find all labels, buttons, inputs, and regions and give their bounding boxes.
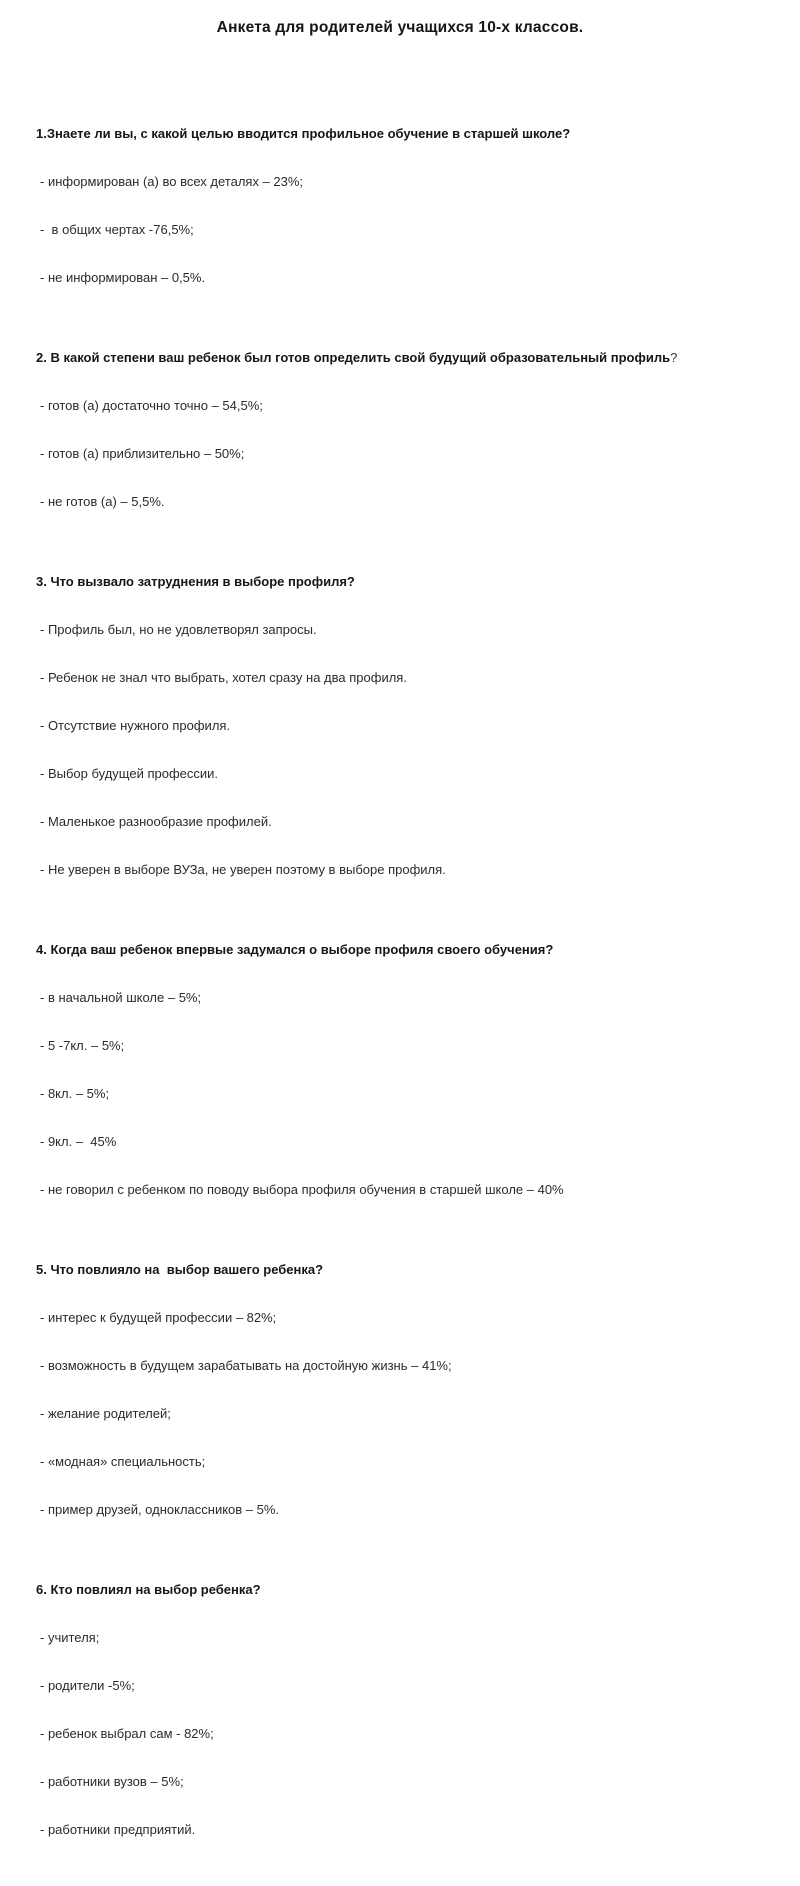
question-1 (36, 126, 772, 142)
question-2-text: 2. В какой степени ваш ребенок был готов определить свой будущий образовательный профиль (36, 350, 671, 365)
answer-item: - 9кл. – 45% (40, 1134, 117, 1149)
answer-item: - не говорил с ребенком по поводу выбора профиля обучения в старшей школе – 40% (40, 1182, 564, 1197)
question-2-suffix: ? (670, 350, 678, 365)
answer-item: - Маленькое разнообразие профилей. (40, 814, 272, 829)
questionnaire-content (36, 62, 772, 1886)
answer-item: - Выбор будущей профессии. (40, 766, 219, 781)
question-5 (36, 1262, 772, 1278)
answer-item: - учителя; (40, 1630, 100, 1645)
answer-item: - 8кл. – 5%; (40, 1086, 110, 1101)
answer-item: - Не уверен в выборе ВУЗа, не уверен поэтому в выборе профиля. (40, 862, 446, 877)
answer-item: - ребенок выбрал сам - 82%; (40, 1726, 214, 1741)
answer-item: - не готов (а) – 5,5%. (40, 494, 165, 509)
question-4-text: 4. Когда ваш ребенок впервые задумался о выборе профиля своего обучения? (36, 942, 554, 957)
answer-item: - в начальной школе – 5%; (40, 990, 202, 1005)
answer-item: - «модная» специальность; (40, 1454, 206, 1469)
question-3-text: 3. Что вызвало затруднения в выборе профиля? (36, 574, 355, 589)
answer-item: - готов (а) достаточно точно – 54,5%; (40, 398, 263, 413)
question-1-text: 1.Знаете ли вы, с какой целью вводится профильное обучение в старшей школе? (36, 126, 571, 141)
answer-item: - работники вузов – 5%; (40, 1774, 184, 1789)
question-6-text: 6. Кто повлиял на выбор ребенка? (36, 1582, 261, 1597)
answer-item: - в общих чертах -76,5%; (40, 222, 194, 237)
answer-item: - информирован (а) во всех деталях – 23%; (40, 174, 304, 189)
page-title: Анкета для родителей учащихся 10-х классов. (216, 19, 584, 36)
answer-item: - родители -5%; (40, 1678, 135, 1693)
question-2 (36, 350, 772, 366)
answer-item: - Ребенок не знал что выбрать, хотел сразу на два профиля. (40, 670, 407, 685)
question-4 (36, 942, 772, 958)
question-6 (36, 1582, 772, 1598)
question-3 (36, 574, 772, 590)
answer-item: - пример друзей, одноклассников – 5%. (40, 1502, 280, 1517)
answer-item: - желание родителей; (40, 1406, 171, 1421)
answer-item: - интерес к будущей профессии – 82%; (40, 1310, 277, 1325)
question-5-text: 5. Что повлияло на выбор вашего ребенка? (36, 1262, 324, 1277)
answer-item: - возможность в будущем зарабатывать на достойную жизнь – 41%; (40, 1358, 452, 1373)
answer-item: - готов (а) приблизительно – 50%; (40, 446, 245, 461)
answer-item: - Отсутствие нужного профиля. (40, 718, 231, 733)
answer-item: - не информирован – 0,5%. (40, 270, 206, 285)
answer-item: - работники предприятий. (40, 1822, 196, 1837)
answer-item: - Профиль был, но не удовлетворял запросы. (40, 622, 317, 637)
answer-item: - 5 -7кл. – 5%; (40, 1038, 125, 1053)
